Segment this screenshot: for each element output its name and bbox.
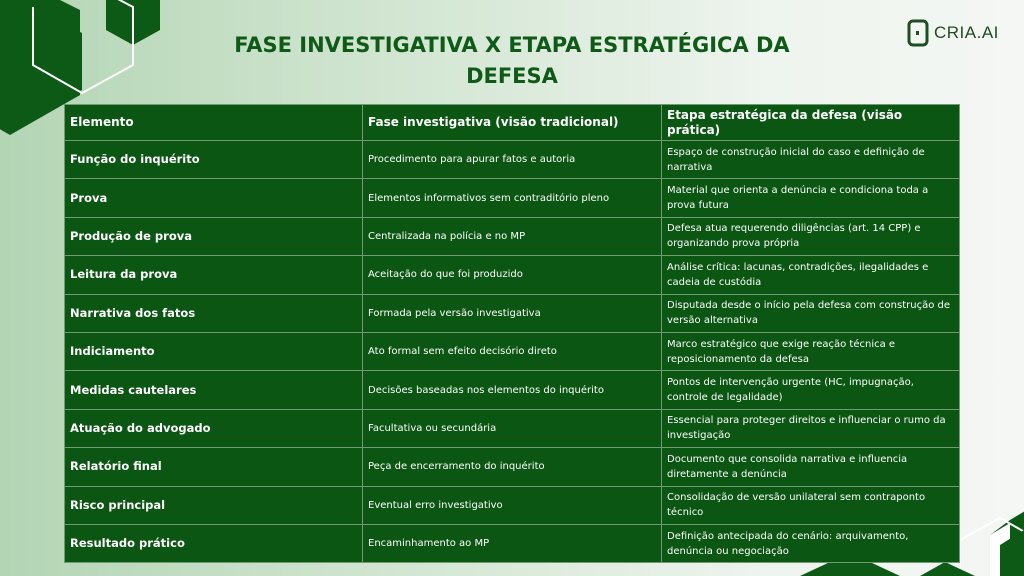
header-cell: Etapa estratégica da defesa (visão prática) (662, 105, 960, 141)
element-cell: Leitura da prova (65, 256, 363, 294)
defense-stage-cell: Espaço de construção inicial do caso e definição de narrativa (662, 141, 960, 179)
logo-text: CRIA.AI (934, 23, 999, 42)
defense-stage-cell: Definição antecipada do cenário: arquivamento, denúncia ou negociação (662, 524, 960, 562)
element-cell: Relatório final (65, 448, 363, 486)
defense-stage-cell: Material que orienta a denúncia e condiciona toda a prova futura (662, 179, 960, 217)
element-cell: Prova (65, 179, 363, 217)
table-row (65, 409, 960, 447)
table-row (65, 217, 960, 255)
investigative-phase-cell: Ato formal sem efeito decisório direto (363, 332, 662, 370)
defense-stage-cell: Disputada desde o início pela defesa com construção de versão alternativa (662, 294, 960, 332)
comparison-table (64, 104, 960, 563)
defense-stage-cell: Consolidação de versão unilateral sem contraponto técnico (662, 486, 960, 524)
investigative-phase-cell: Encaminhamento ao MP (363, 524, 662, 562)
investigative-phase-cell: Decisões baseadas nos elementos do inquérito (363, 371, 662, 409)
investigative-phase-cell: Eventual erro investigativo (363, 486, 662, 524)
page-title: FASE INVESTIGATIVA X ETAPA ESTRATÉGICA DA DEFESA (234, 33, 790, 88)
table-row (65, 179, 960, 217)
table-row (65, 524, 960, 562)
element-cell: Atuação do advogado (65, 409, 363, 447)
element-cell: Narrativa dos fatos (65, 294, 363, 332)
investigative-phase-cell: Formada pela versão investigativa (363, 294, 662, 332)
element-cell: Função do inquérito (65, 141, 363, 179)
investigative-phase-cell: Elementos informativos sem contraditório pleno (363, 179, 662, 217)
table-row (65, 371, 960, 409)
table-row (65, 486, 960, 524)
element-cell: Indiciamento (65, 332, 363, 370)
defense-stage-cell: Essencial para proteger direitos e influenciar o rumo da investigação (662, 409, 960, 447)
table-row (65, 256, 960, 294)
defense-stage-cell: Pontos de intervenção urgente (HC, impugnação, controle de legalidade) (662, 371, 960, 409)
defense-stage-cell: Marco estratégico que exige reação técnica e reposicionamento da defesa (662, 332, 960, 370)
investigative-phase-cell: Centralizada na polícia e no MP (363, 217, 662, 255)
element-cell: Produção de prova (65, 217, 363, 255)
investigative-phase-cell: Procedimento para apurar fatos e autoria (363, 141, 662, 179)
investigative-phase-cell: Peça de encerramento do inquérito (363, 448, 662, 486)
defense-stage-cell: Documento que consolida narrativa e influencia diretamente a denúncia (662, 448, 960, 486)
defense-stage-cell: Defesa atua requerendo diligências (art. 14 CPP) e organizando prova própria (662, 217, 960, 255)
table-row (65, 448, 960, 486)
header-cell: Elemento (65, 105, 363, 141)
element-cell: Resultado prático (65, 524, 363, 562)
logo (907, 19, 999, 47)
element-cell: Risco principal (65, 486, 363, 524)
table-row (65, 294, 960, 332)
table-header-row (65, 105, 960, 141)
table-row (65, 141, 960, 179)
cria-logo-icon (907, 19, 929, 47)
investigative-phase-cell: Aceitação do que foi produzido (363, 256, 662, 294)
defense-stage-cell: Análise crítica: lacunas, contradições, ilegalidades e cadeia de custódia (662, 256, 960, 294)
investigative-phase-cell: Facultativa ou secundária (363, 409, 662, 447)
table-row (65, 332, 960, 370)
header-cell: Fase investigativa (visão tradicional) (363, 105, 662, 141)
element-cell: Medidas cautelares (65, 371, 363, 409)
